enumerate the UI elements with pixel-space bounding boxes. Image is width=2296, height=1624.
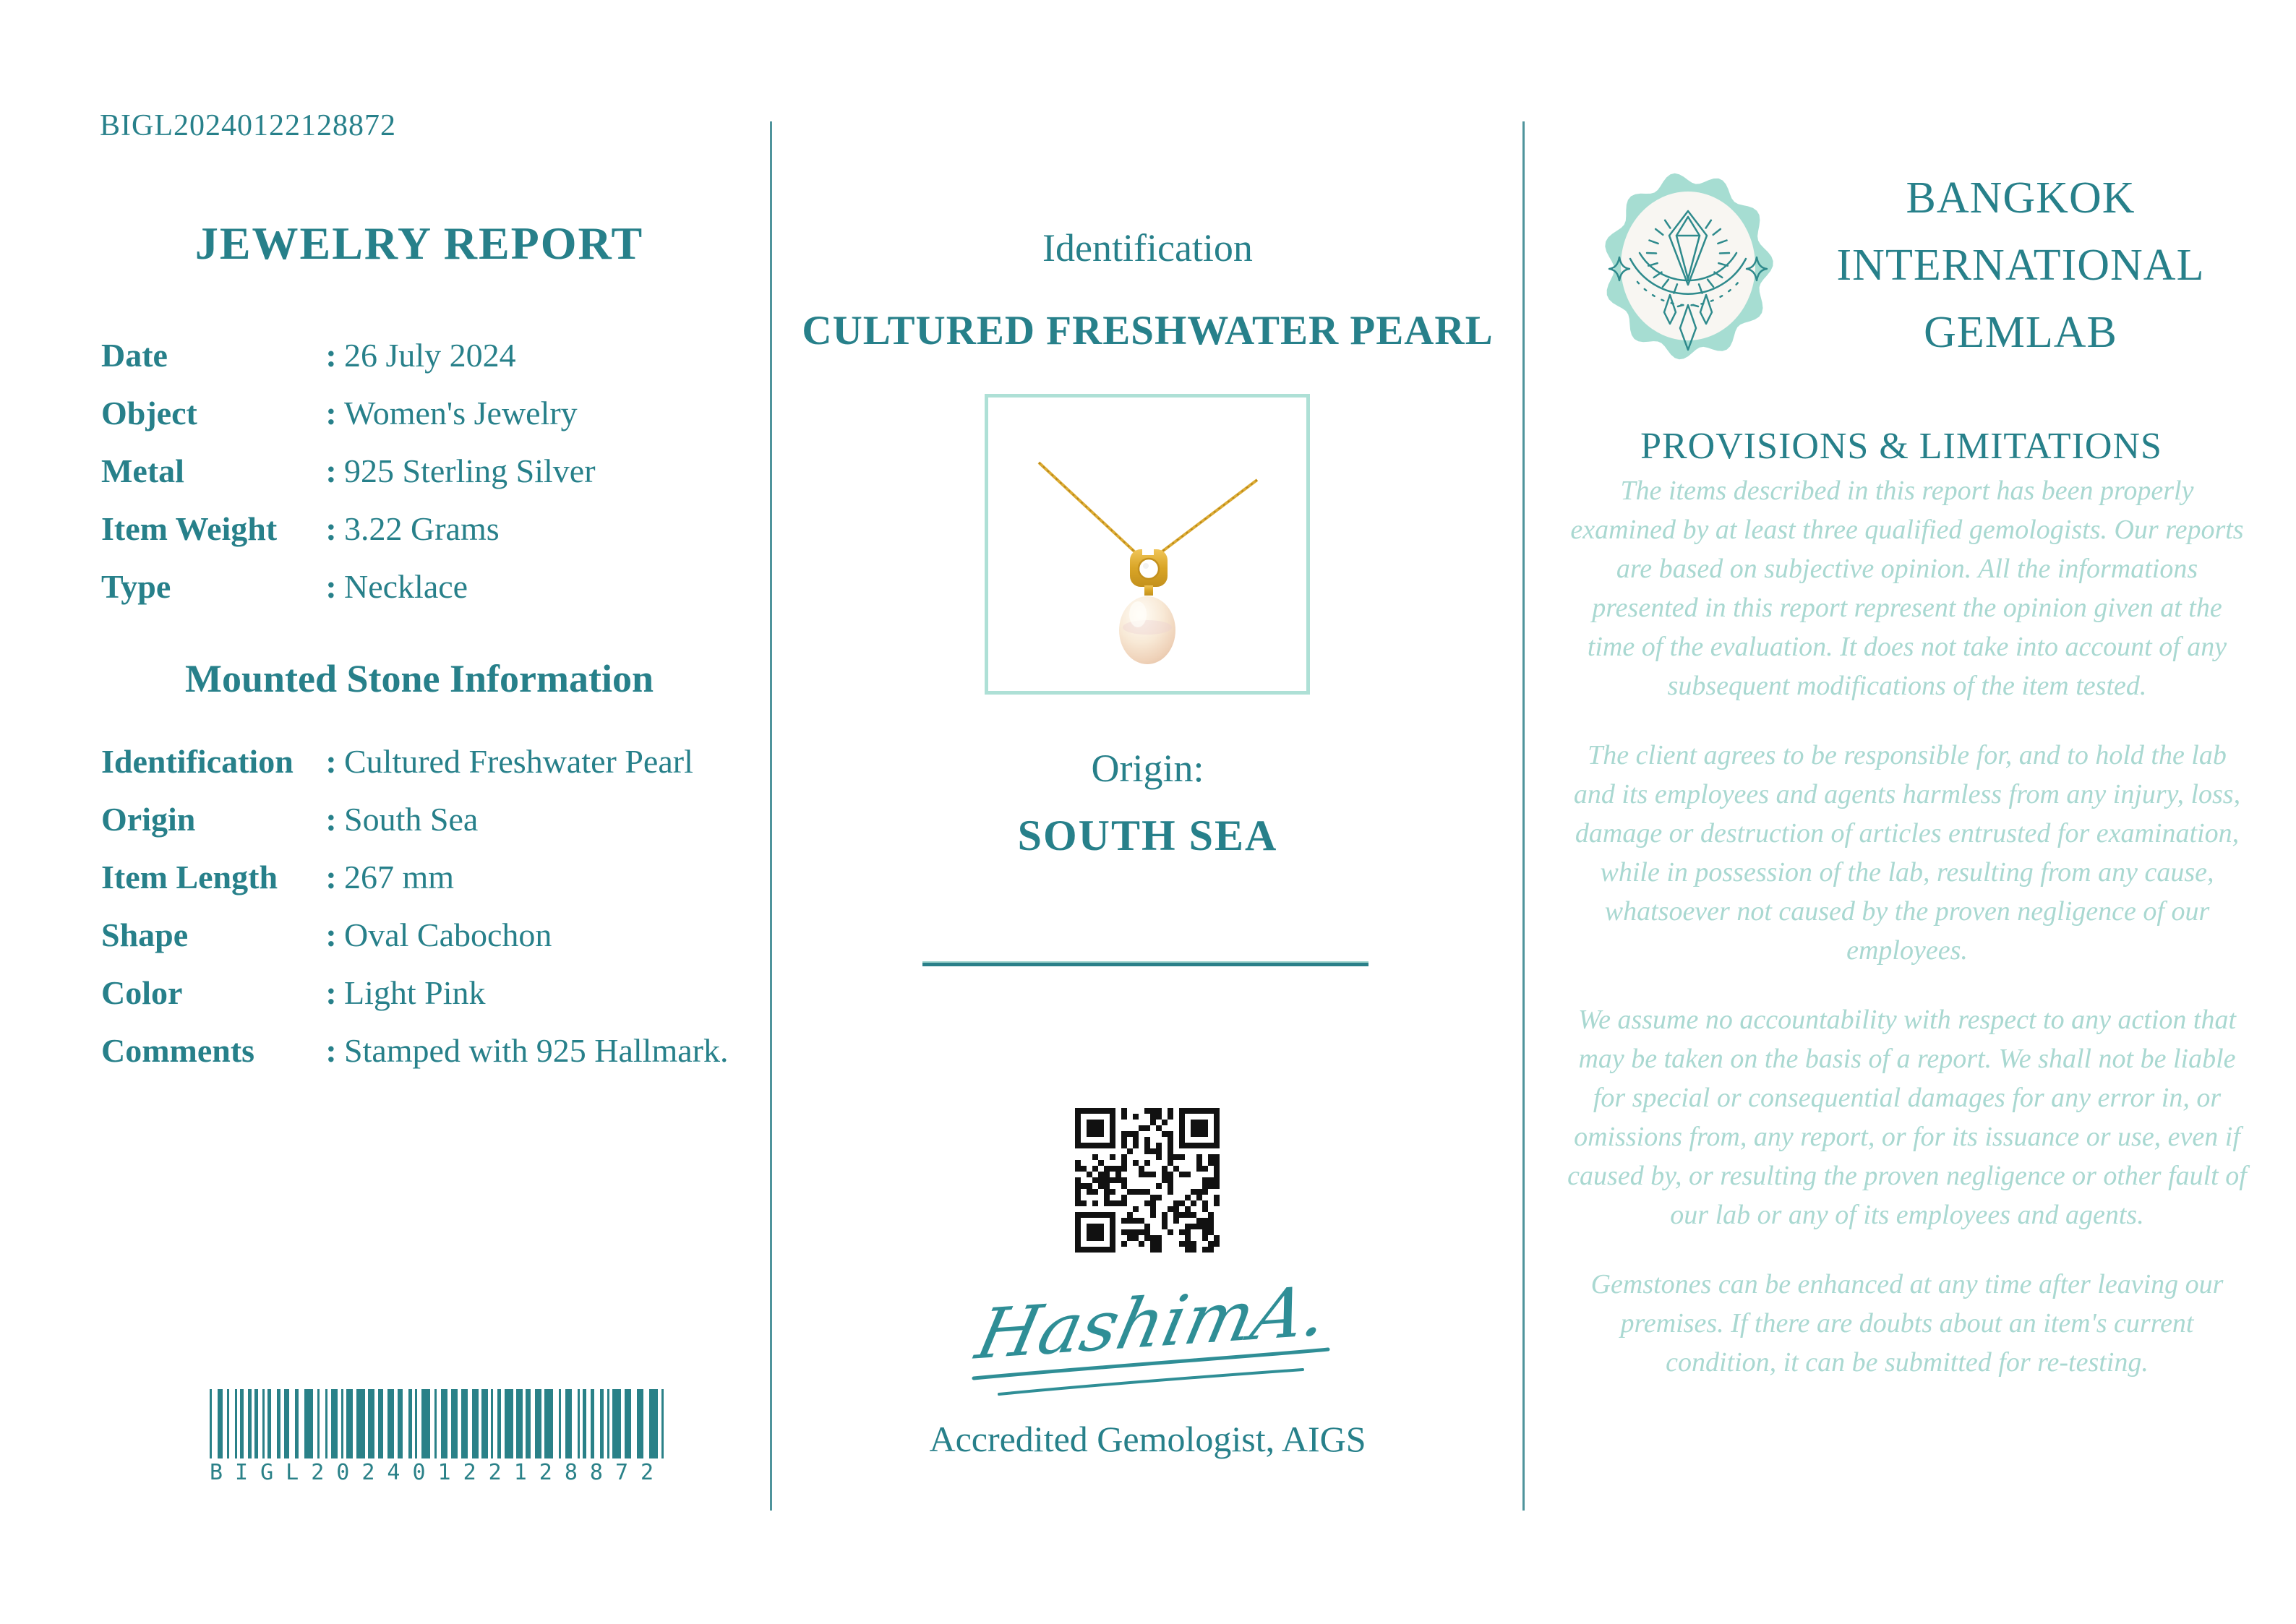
detail-value: Cultured Freshwater Pearl bbox=[344, 743, 693, 780]
identification-column bbox=[773, 0, 1522, 1624]
colon: : bbox=[325, 743, 337, 780]
gemologist-title: Accredited Gemologist, AIGS bbox=[929, 1419, 1366, 1459]
qr-code bbox=[1075, 1108, 1220, 1253]
detail-value: South Sea bbox=[344, 801, 479, 838]
provisions-text bbox=[1567, 471, 2247, 1412]
detail-row-item-weight bbox=[101, 512, 745, 570]
colon: : bbox=[325, 395, 337, 431]
necklace-image bbox=[988, 398, 1306, 691]
detail-row-color bbox=[101, 976, 745, 1034]
detail-label: Shape bbox=[101, 916, 189, 953]
colon: : bbox=[325, 1032, 337, 1069]
detail-label: Comments bbox=[101, 1032, 255, 1069]
detail-label: Metal bbox=[101, 452, 184, 489]
detail-row-type bbox=[101, 570, 745, 627]
detail-label: Identification bbox=[101, 743, 294, 780]
mounted-stone-title: Mounted Stone Information bbox=[184, 657, 654, 700]
detail-value: 925 Sterling Silver bbox=[344, 452, 596, 489]
report-number: BIGL20240122128872 bbox=[100, 109, 396, 142]
lab-name-line: BANGKOK bbox=[1906, 173, 2136, 223]
provisions-paragraph: The client agrees to be responsible for, and to hold the lab and its employees and agents harmless from any injury, loss, damage or destruction of articles entrusted for examination, while in possession of the lab, resulting from any cause, whatsoever not caused by the proven negligence of our employees. bbox=[1573, 740, 2241, 966]
detail-value: Necklace bbox=[344, 568, 468, 605]
signature-text: HashimA. bbox=[969, 1271, 1336, 1375]
identification-heading: Identification bbox=[1042, 226, 1253, 270]
detail-row-date bbox=[101, 338, 745, 396]
detail-row-object bbox=[101, 396, 745, 454]
barcode-text: BIGL20240122128872 bbox=[210, 1460, 667, 1485]
jewelry-photo bbox=[985, 394, 1310, 695]
signature-icon bbox=[923, 1268, 1371, 1424]
origin-label: Origin: bbox=[1091, 747, 1204, 790]
lab-name-line: INTERNATIONAL bbox=[1836, 241, 2205, 290]
chain-right bbox=[1152, 480, 1257, 559]
detail-label: Date bbox=[101, 337, 168, 374]
colon: : bbox=[325, 568, 337, 605]
lab-header bbox=[1598, 165, 2263, 366]
barcode-icon bbox=[210, 1389, 672, 1458]
lab-column bbox=[1525, 0, 2296, 1624]
detail-label: Origin bbox=[101, 801, 196, 838]
report-column bbox=[94, 0, 745, 1624]
lab-name-line: GEMLAB bbox=[1924, 308, 2117, 357]
colon: : bbox=[325, 916, 337, 953]
detail-value: Stamped with 925 Hallmark. bbox=[344, 1032, 729, 1069]
column-divider bbox=[770, 121, 772, 1511]
qr-code-icon bbox=[1075, 1108, 1220, 1253]
colon: : bbox=[325, 452, 337, 489]
detail-label: Color bbox=[101, 974, 183, 1011]
gemlab-badge-logo bbox=[1598, 168, 1778, 364]
colon: : bbox=[325, 974, 337, 1011]
origin-value: SOUTH SEA bbox=[1017, 812, 1278, 859]
detail-row-metal bbox=[101, 454, 745, 512]
detail-row-comments bbox=[101, 1034, 745, 1091]
identification-result: CULTURED FRESHWATER PEARL bbox=[802, 308, 1494, 353]
provisions-title: PROVISIONS & LIMITATIONS bbox=[1640, 426, 2162, 467]
signature bbox=[923, 1268, 1371, 1424]
detail-row-identification bbox=[101, 744, 745, 802]
detail-value: Light Pink bbox=[344, 974, 486, 1011]
provisions-paragraph: The items described in this report has been properly examined by at least three qualified gemologists. Our reports are based on subjective opinion. All the informations presented in this report represent the opinion given at the time of the evaluation. It does not take into account of any subsequent modifications of the item tested. bbox=[1570, 476, 2244, 701]
report-details bbox=[101, 338, 745, 627]
detail-label: Object bbox=[101, 395, 197, 431]
detail-value: Oval Cabochon bbox=[344, 916, 552, 953]
detail-label: Item Weight bbox=[101, 510, 278, 547]
colon: : bbox=[325, 801, 337, 838]
detail-value: Women's Jewelry bbox=[344, 395, 578, 431]
detail-value: 26 July 2024 bbox=[344, 337, 516, 374]
colon: : bbox=[325, 337, 337, 374]
detail-row-item-length bbox=[101, 860, 745, 918]
mounted-stone-details bbox=[101, 744, 745, 1091]
detail-value: 3.22 Grams bbox=[344, 510, 500, 547]
colon: : bbox=[325, 859, 337, 895]
provisions-paragraph: We assume no accountability with respect to any action that may be taken on the basis of a report. We shall not be liable for special or consequential damages for any error in, or omissions from, any report, or for its issuance or use, even if caused by, or resulting the proven negligence or other fault of our lab or any of its employees and agents. bbox=[1567, 1005, 2247, 1230]
detail-row-origin bbox=[101, 802, 745, 860]
detail-label: Item Length bbox=[101, 859, 278, 895]
detail-value: 267 mm bbox=[344, 859, 455, 895]
detail-row-shape bbox=[101, 918, 745, 976]
lab-name bbox=[1778, 165, 2263, 366]
column-divider bbox=[1522, 121, 1525, 1511]
report-title: JEWELRY REPORT bbox=[194, 218, 644, 269]
colon: : bbox=[325, 510, 337, 547]
provisions-paragraph: Gemstones can be enhanced at any time after leaving our premises. If there are doubts about an item's current condition, it can be submitted for re-testing. bbox=[1590, 1269, 2224, 1378]
barcode bbox=[210, 1389, 672, 1485]
detail-label: Type bbox=[101, 568, 171, 605]
origin-underline bbox=[922, 961, 1368, 966]
